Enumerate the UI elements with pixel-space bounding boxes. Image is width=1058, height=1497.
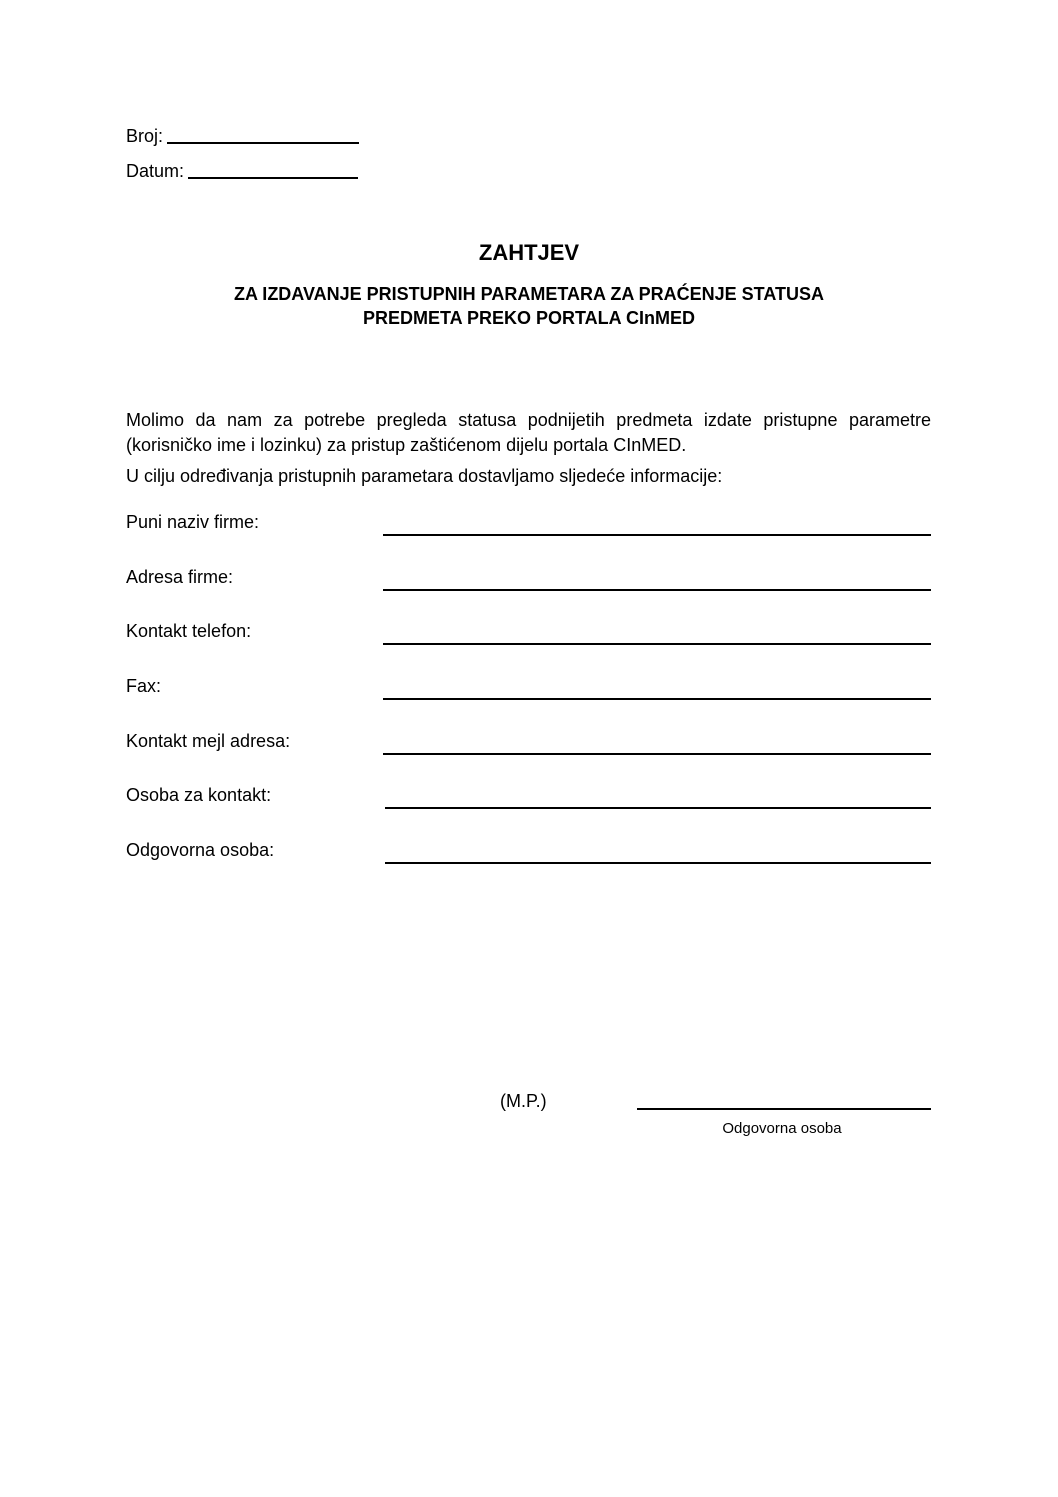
subtitle-line-2: PREDMETA PREKO PORTALA CInMED	[363, 308, 695, 328]
form-label: Osoba za kontakt:	[126, 785, 272, 805]
number-field	[126, 126, 359, 147]
subtitle-line-1: ZA IZDAVANJE PRISTUPNIH PARAMETARA ZA PRAĆENJE STATUSA	[233, 284, 825, 304]
form-row-contact-person	[126, 785, 931, 815]
form-row-company-address	[126, 567, 931, 597]
number-blank-line	[167, 142, 359, 144]
form-blank-line	[385, 862, 931, 864]
number-label: Broj:	[126, 126, 164, 146]
form-label: Fax:	[126, 676, 162, 696]
date-blank-line	[188, 177, 358, 179]
form-blank-line	[383, 643, 931, 645]
form-label: Adresa firme:	[126, 567, 234, 587]
form-blank-line	[383, 534, 931, 536]
signature-line	[637, 1108, 931, 1110]
form-row-company-name	[126, 512, 931, 542]
intro-line-2: U cilju određivanja pristupnih parametara dostavljamo sljedeće informacije:	[126, 466, 723, 486]
signature-caption: Odgovorna osoba	[722, 1120, 842, 1137]
form-row-contact-phone	[126, 621, 931, 651]
form-row-contact-email	[126, 731, 931, 761]
form-blank-line	[383, 698, 931, 700]
date-field	[126, 161, 358, 182]
intro-paragraph: Molimo da nam za potrebe pregleda statusa podnijetih predmeta izdate pristupne parametre (korisničko ime i lozinku) za pristup zaštićenom dijelu portala CInMED.	[126, 410, 931, 455]
form-blank-line	[385, 807, 931, 809]
document-subtitle	[0, 282, 1058, 330]
form-label: Puni naziv firme:	[126, 512, 260, 532]
form-label: Odgovorna osoba:	[126, 840, 275, 860]
form-row-responsible-person	[126, 840, 931, 870]
date-label: Datum:	[126, 161, 185, 181]
stamp-placeholder: (M.P.)	[500, 1091, 547, 1111]
form-blank-line	[383, 589, 931, 591]
form-label: Kontakt telefon:	[126, 621, 252, 641]
document-title: ZAHTJEV	[478, 240, 580, 265]
form-blank-line	[383, 753, 931, 755]
form-label: Kontakt mejl adresa:	[126, 731, 291, 751]
form-row-fax	[126, 676, 931, 706]
